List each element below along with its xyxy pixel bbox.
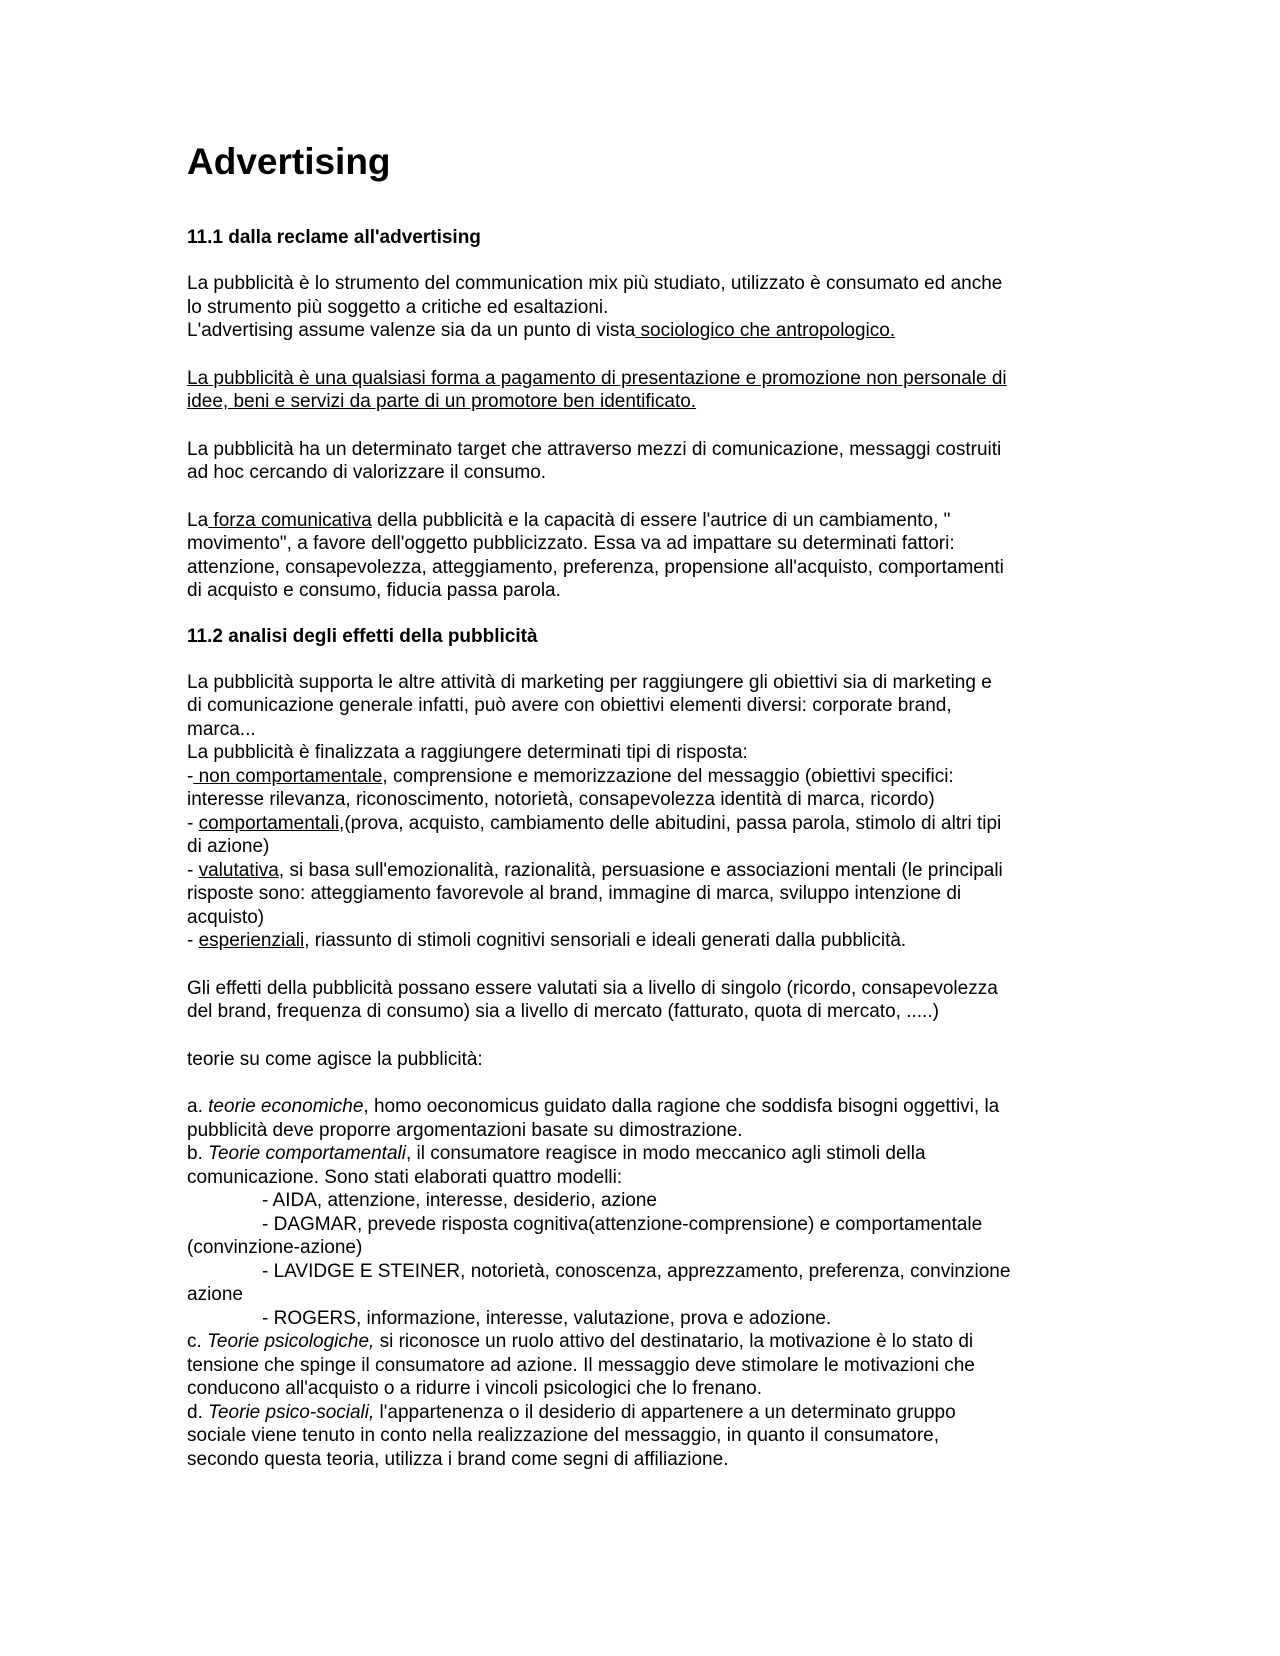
text-line: pubblicità deve proporre argomentazioni basate su dimostrazione.	[187, 1119, 743, 1141]
text-span: (prova, acquisto, cambiamento delle abitudini, passa parola, stimolo di altri tipi	[344, 812, 1002, 834]
section-heading-11-1: 11.1 dalla reclame all'advertising	[187, 227, 481, 248]
text-line: risposte sono: atteggiamento favorevole al brand, immagine di marca, sviluppo intenzione di	[187, 883, 962, 904]
model-item: - ROGERS, informazione, interesse, valutazione, prova e adozione.	[262, 1307, 832, 1329]
text-line	[187, 509, 1080, 533]
paragraph-definition	[187, 367, 1080, 414]
text-line: di comunicazione generale infatti, può avere con obiettivi elementi diversi: corporate brand,	[187, 695, 952, 716]
text-line: interesse rilevanza, riconoscimento, notorietà, consapevolezza identità di marca, ricordo)	[187, 789, 935, 810]
text-span: , il consumatore reagisce in modo meccanico agli stimoli della	[405, 1143, 926, 1164]
underlined-line: idee, beni e servizi da parte di un promotore ben identificato.	[187, 391, 697, 412]
text-line: La pubblicità supporta le altre attività di marketing per raggiungere gli obiettivi sia di marketing e	[187, 671, 992, 693]
text-line: azione	[187, 1284, 243, 1305]
text-span: -	[187, 859, 199, 881]
underlined-text: sociologico che antropologico.	[635, 320, 896, 341]
paragraph-forza-comunicativa	[187, 509, 1080, 603]
text-span: l'appartenenza o il desiderio di appartenere a un determinato gruppo	[374, 1401, 956, 1423]
text-line: ad hoc cercando di valorizzare il consumo.	[187, 462, 547, 483]
text-line: del brand, frequenza di consumo) sia a livello di mercato (fatturato, quota di mercato, .....)	[187, 1001, 939, 1022]
text-span: della pubblicità e la capacità di essere l'autrice di un cambiamento, "	[371, 509, 951, 531]
underlined-text: non comportamentale	[193, 765, 383, 787]
text-span: si riconosce un ruolo attivo del destinatario, la motivazione è lo stato di	[374, 1331, 974, 1352]
text-span: , comprensione e memorizzazione del messaggio (obiettivi specifici:	[382, 765, 954, 787]
underlined-text: esperienziali	[198, 930, 305, 951]
list-item	[187, 929, 1080, 953]
document-title: Advertising	[187, 141, 391, 182]
underlined-text: forza comunicativa	[208, 509, 372, 531]
model-item: - AIDA, attenzione, interesse, desiderio, azione	[262, 1190, 658, 1211]
text-line: di azione)	[187, 836, 270, 857]
paragraph-supporto	[187, 671, 1080, 953]
text-line	[187, 319, 1080, 343]
list-item	[187, 765, 1080, 789]
underlined-text: valutativa	[198, 859, 279, 881]
text-line: conducono all'acquisto o a ridurre i vincoli psicologici che lo frenano.	[187, 1378, 763, 1399]
text-span: b.	[187, 1143, 209, 1164]
text-line: secondo questa teoria, utilizza i brand come segni di affiliazione.	[187, 1448, 729, 1470]
list-item	[187, 1095, 1080, 1119]
theories-list	[187, 1095, 1080, 1471]
text-span: -	[187, 930, 199, 951]
italic-text: Teorie psico-sociali,	[208, 1401, 375, 1423]
text-line: lo strumento più soggetto a critiche ed esaltazioni.	[187, 296, 609, 318]
text-span: , si basa sull'emozionalità, razionalità, persuasione e associazioni mentali (le principali	[278, 859, 1003, 881]
text-line: (convinzione-azione)	[187, 1237, 363, 1258]
text-span: c.	[187, 1331, 208, 1352]
underlined-text: comportamentali,	[198, 812, 345, 834]
paragraph-effetti	[187, 977, 1080, 1024]
paragraph-teorie-intro: teorie su come agisce la pubblicità:	[187, 1048, 483, 1070]
text-line: di acquisto e consumo, fiducia passa parola.	[187, 580, 561, 601]
text-span: a.	[187, 1096, 209, 1117]
paragraph-target	[187, 438, 1080, 485]
text-line: comunicazione. Sono stati elaborati quattro modelli:	[187, 1166, 623, 1188]
list-item	[187, 859, 1080, 883]
text-span: d.	[187, 1401, 209, 1423]
text-line: La pubblicità è finalizzata a raggiungere determinati tipi di risposta:	[187, 742, 748, 763]
text-span: L'advertising assume valenze sia da un punto di vista	[187, 320, 636, 341]
section-heading-11-2: 11.2 analisi degli effetti della pubblicità	[187, 625, 538, 647]
text-span: -	[187, 765, 194, 787]
model-item: - LAVIDGE E STEINER, notorietà, conoscenza, apprezzamento, preferenza, convinzione	[262, 1260, 1011, 1282]
italic-text: teorie economiche	[208, 1096, 364, 1117]
list-item	[187, 1330, 1080, 1354]
model-item: - DAGMAR, prevede risposta cognitiva(attenzione-comprensione) e comportamentale	[262, 1213, 983, 1235]
list-item	[187, 1401, 1080, 1425]
text-line: sociale viene tenuto in conto nella realizzazione del messaggio, in quanto il consumatore,	[187, 1425, 940, 1446]
text-line: La pubblicità è lo strumento del communication mix più studiato, utilizzato è consumato ed anche	[187, 273, 1003, 294]
text-line: Gli effetti della pubblicità possano essere valutati sia a livello di singolo (ricordo, consapevolezza	[187, 977, 998, 999]
underlined-line: La pubblicità è una qualsiasi forma a pagamento di presentazione e promozione non personale di	[187, 367, 1007, 389]
text-line: acquisto)	[187, 906, 265, 928]
italic-text: Teorie comportamentali	[208, 1143, 406, 1164]
text-line: marca...	[187, 718, 256, 740]
text-span: La	[187, 509, 209, 531]
list-item	[187, 812, 1080, 836]
text-line: La pubblicità ha un determinato target che attraverso mezzi di comunicazione, messaggi costruiti	[187, 438, 1002, 460]
text-line: tensione che spinge il consumatore ad azione. Il messaggio deve stimolare le motivazioni che	[187, 1354, 975, 1376]
text-line: attenzione, consapevolezza, atteggiamento, preferenza, propensione all'acquisto, comportamenti	[187, 556, 1004, 578]
text-span: , riassunto di stimoli cognitivi sensoriali e ideali generati dalla pubblicità.	[304, 930, 907, 951]
list-item	[187, 1142, 1080, 1166]
italic-text: Teorie psicologiche,	[207, 1331, 375, 1352]
paragraph-intro	[187, 272, 1080, 343]
text-line: movimento", a favore dell'oggetto pubblicizzato. Essa va ad impattare su determinati fattori:	[187, 533, 955, 554]
text-span: , homo oeconomicus guidato dalla ragione che soddisfa bisogni oggettivi, la	[363, 1096, 1000, 1117]
text-span: -	[187, 812, 199, 834]
